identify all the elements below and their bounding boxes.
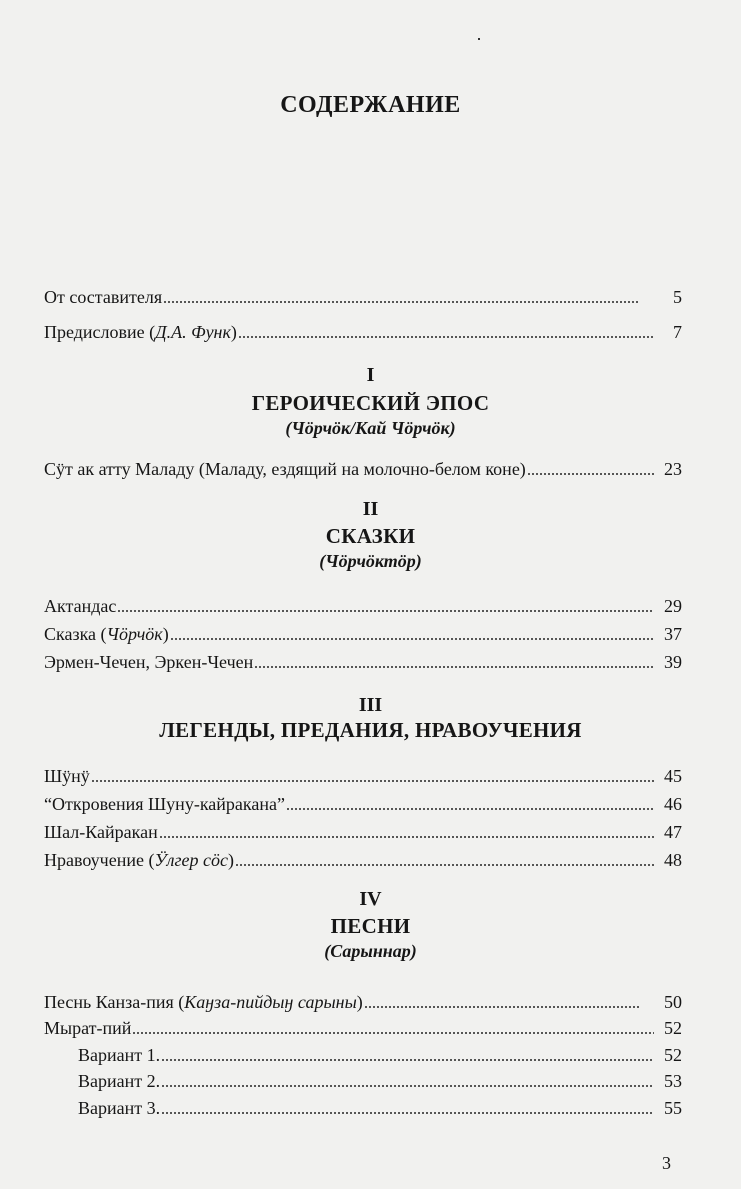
scan-speck	[478, 38, 480, 40]
toc-entry[interactable]: Вариант 2. 53	[78, 1071, 682, 1091]
toc-entry[interactable]: Сӱт ак атту Маладу (Маладу, ездящий на молочно-белом коне) 23	[44, 459, 682, 479]
toc-entry[interactable]: Шӱнӱ 45	[44, 766, 682, 786]
section-number: III	[358, 694, 383, 716]
page-title: СОДЕРЖАНИЕ	[280, 92, 461, 118]
dot-leader	[238, 336, 654, 338]
dot-leader	[364, 1006, 640, 1008]
dot-leader	[161, 1085, 654, 1087]
section-number: IV	[359, 888, 382, 910]
toc-entry[interactable]: Сказка (Чӧрчӧк) 37	[44, 624, 682, 644]
dot-leader	[527, 473, 654, 475]
section-heading: ГЕРОИЧЕСКИЙ ЭПОС	[251, 391, 490, 415]
toc-entry[interactable]: Вариант 1. 52	[78, 1045, 682, 1065]
page-number: 3	[662, 1153, 671, 1173]
dot-leader	[161, 1112, 654, 1114]
dot-leader	[161, 1059, 654, 1061]
section-subtitle: (Сарыннар)	[324, 941, 417, 961]
dot-leader	[117, 610, 654, 612]
section-heading: ЛЕГЕНДЫ, ПРЕДАНИЯ, НРАВОУЧЕНИЯ	[159, 718, 582, 742]
section-heading: ПЕСНИ	[330, 914, 411, 938]
section-subtitle: (Чӧрчӧктӧр)	[319, 551, 422, 571]
dot-leader	[235, 864, 654, 866]
section-subtitle: (Чӧрчӧк/Кай Чӧрчӧк)	[285, 418, 456, 438]
section-heading: СКАЗКИ	[325, 524, 416, 548]
toc-entry[interactable]: Шал-Кайракан 47	[44, 822, 682, 842]
dot-leader	[132, 1032, 654, 1034]
toc-entry[interactable]: Предисловие (Д.А. Функ) 7	[44, 322, 682, 342]
dot-leader	[159, 836, 654, 838]
section-number: I	[366, 364, 375, 386]
toc-entry[interactable]: Мырат-пий 52	[44, 1018, 682, 1038]
toc-entry[interactable]: От составителя 5	[44, 287, 682, 307]
dot-leader	[286, 808, 654, 810]
dot-leader	[163, 301, 640, 303]
toc-entry[interactable]: Вариант 3. 55	[78, 1098, 682, 1118]
toc-entry[interactable]: Нравоучение (Ӱлгер сӧс) 48	[44, 850, 682, 870]
toc-entry[interactable]: “Откровения Шуну-кайракана” 46	[44, 794, 682, 814]
toc-entry[interactable]: Актандас 29	[44, 596, 682, 616]
dot-leader	[254, 666, 654, 668]
section-number: II	[362, 498, 379, 520]
toc-entry[interactable]: Песнь Канза-пия (Каӈза-пийдыӈ сарыны) 50	[44, 992, 682, 1012]
dot-leader	[91, 780, 654, 782]
toc-entry[interactable]: Эрмен-Чечен, Эркен-Чечен 39	[44, 652, 682, 672]
dot-leader	[170, 638, 654, 640]
